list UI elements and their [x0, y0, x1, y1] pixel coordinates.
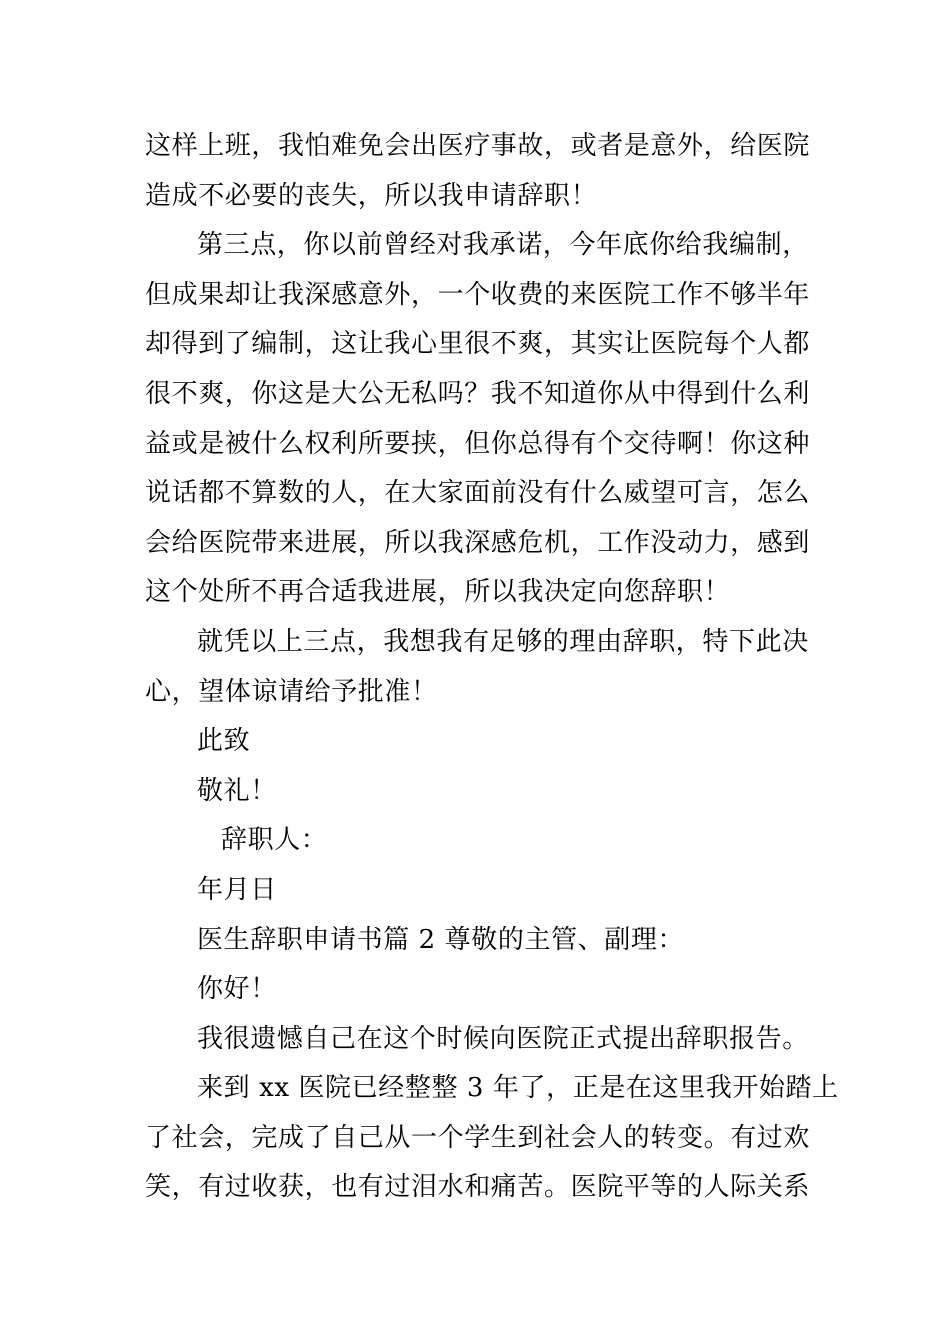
paragraph-line: 却得到了编制，这让我心里很不爽，其实让医院每个人都 [145, 329, 811, 360]
paragraph-line: 了社会，完成了自己从一个学生到社会人的转变。有过欢 [145, 1122, 811, 1153]
paragraph-line: 我很遗憾自己在这个时候向医院正式提出辞职报告。 [197, 1023, 809, 1054]
paragraph-line: 但成果却让我深感意外，一个收费的来医院工作不够半年 [145, 279, 811, 310]
closing-salutation: 此致 [197, 726, 251, 757]
paragraph-line: 益或是被什么权利所要挟，但你总得有个交待啊！你这种 [145, 428, 811, 459]
paragraph-line: 说话都不算数的人，在大家面前没有什么威望可言，怎么 [145, 478, 811, 509]
greeting: 你好！ [197, 974, 277, 1005]
paragraph-line: 这个处所不再合适我进展，所以我决定向您辞职！ [145, 577, 731, 608]
paragraph-line: 第三点，你以前曾经对我承诺，今年底你给我编制， [197, 230, 809, 261]
paragraph-line: 很不爽，你这是大公无私吗？我不知道你从中得到什么利 [145, 378, 811, 409]
paragraph-line: 心，望体谅请给予批准！ [145, 676, 438, 707]
paragraph-line: 这样上班，我怕难免会出医疗事故，或者是意外，给医院 [145, 131, 811, 161]
paragraph-line: 会给医院带来进展，所以我深感危机，工作没动力，感到 [145, 527, 811, 558]
signature-label: 辞职人： [221, 825, 328, 856]
closing-regards: 敬礼！ [197, 775, 277, 806]
section-heading: 医生辞职申请书篇 2 尊敬的主管、副理： [197, 924, 685, 955]
date-label: 年月日 [197, 874, 277, 905]
paragraph-line: 造成不必要的丧失，所以我申请辞职！ [145, 180, 598, 211]
paragraph-line: 笑，有过收获，也有过泪水和痛苦。医院平等的人际关系 [145, 1172, 811, 1203]
paragraph-line: 来到 xx 医院已经整整 3 年了，正是在这里我开始踏上 [197, 1073, 839, 1104]
document-body [145, 122, 839, 1213]
paragraph-line: 就凭以上三点，我想我有足够的理由辞职，特下此决 [197, 626, 809, 657]
